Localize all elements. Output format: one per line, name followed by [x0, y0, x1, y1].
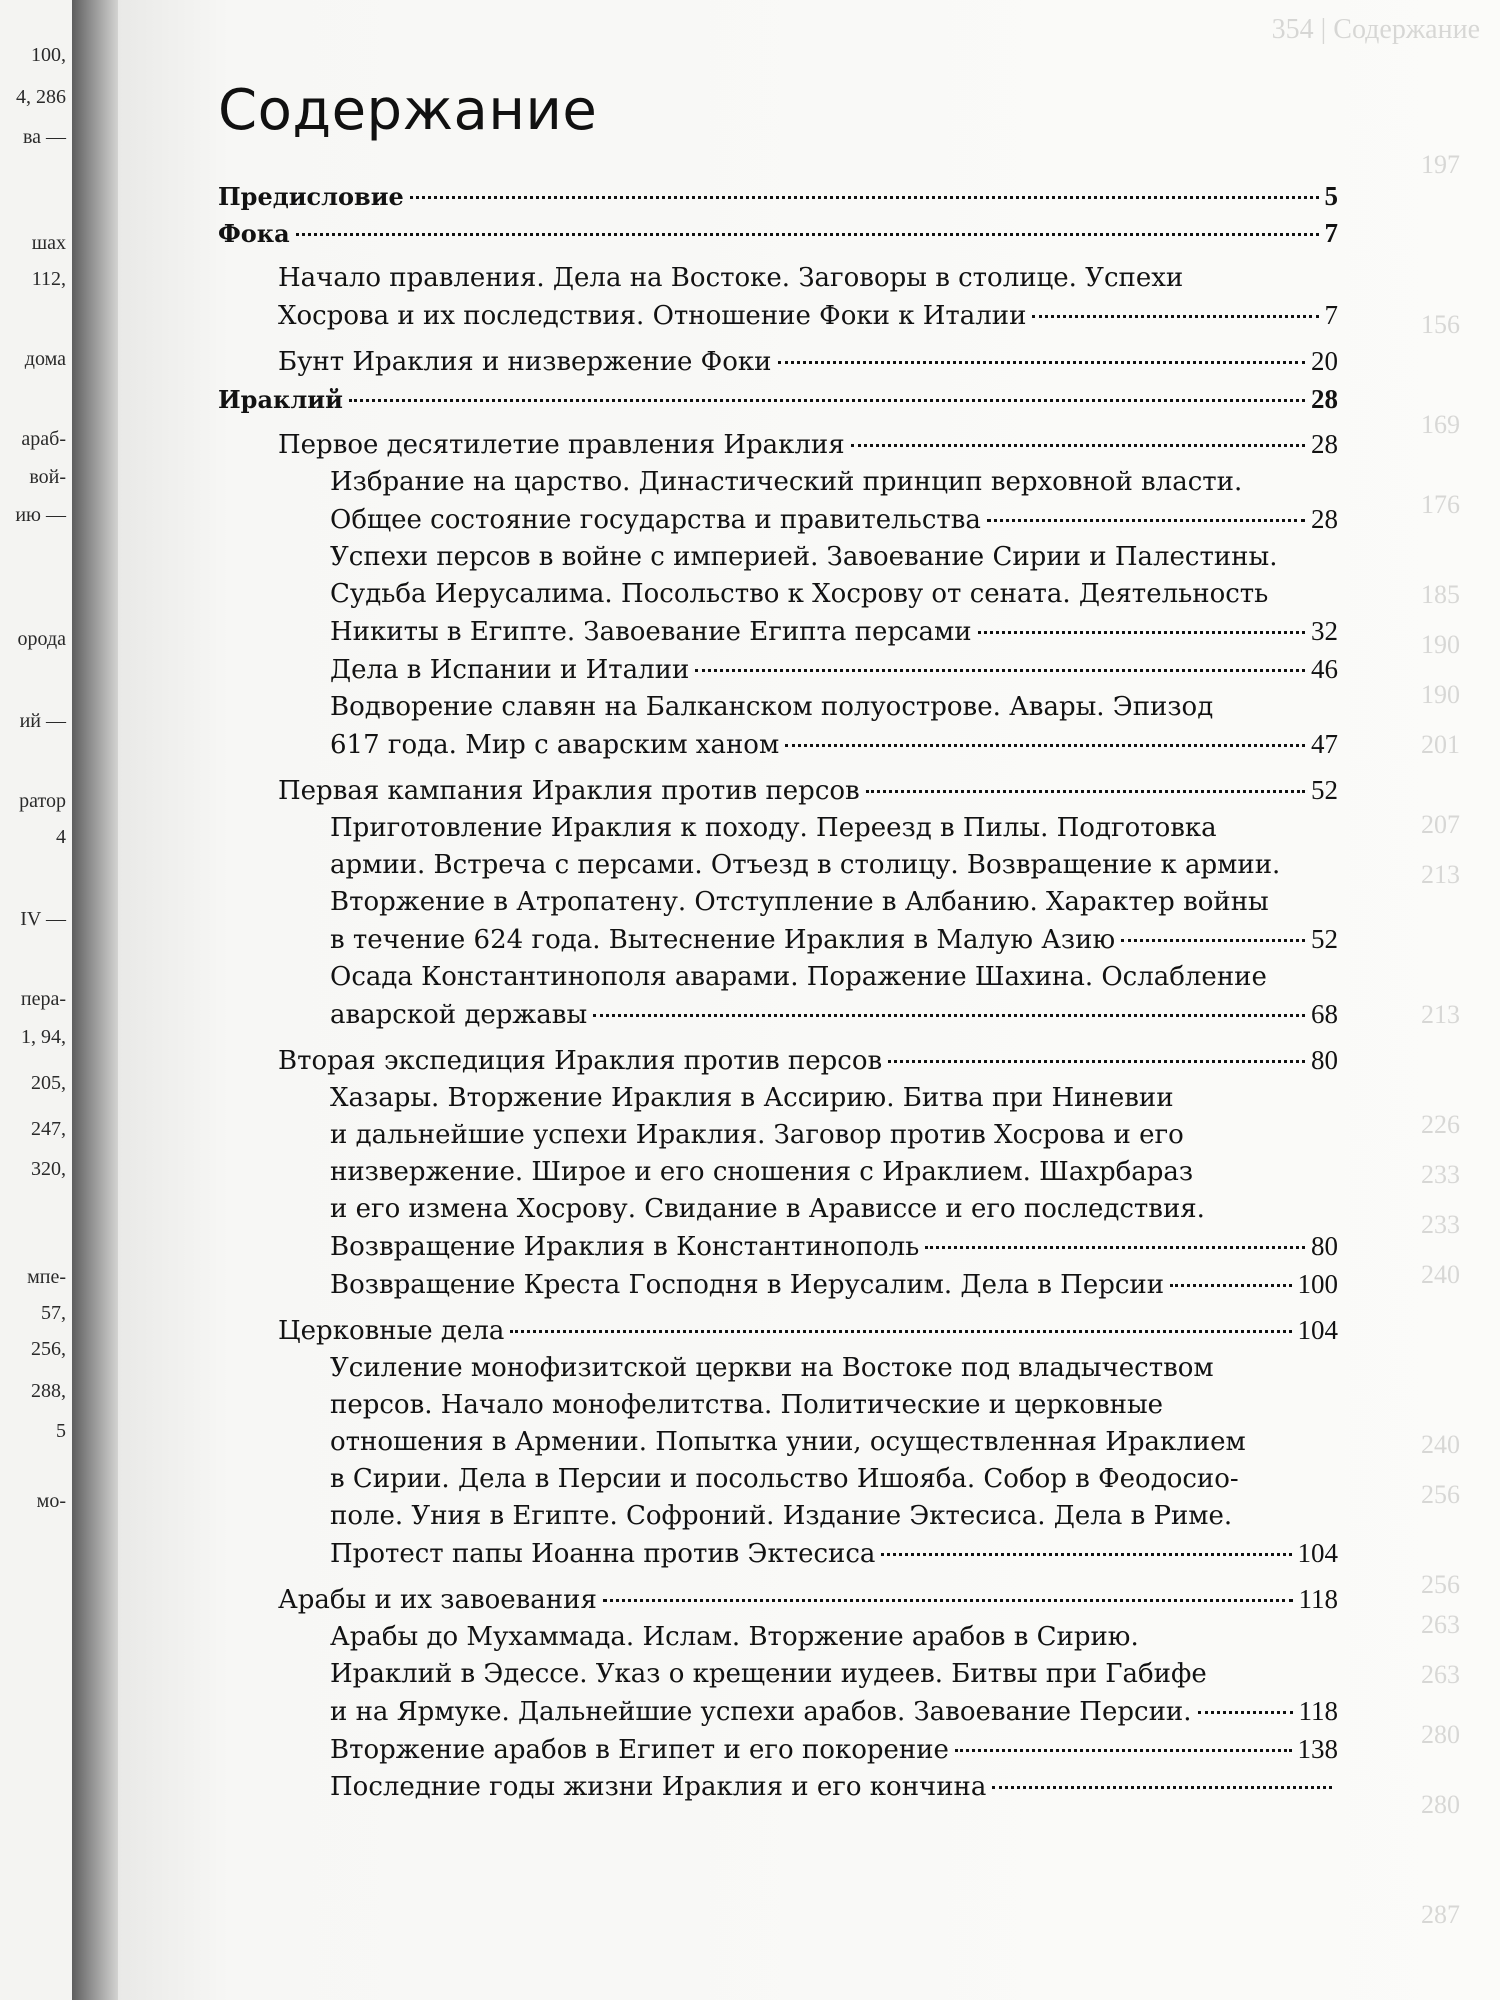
toc-entry-line: и дальнейшие успехи Ираклия. Заговор против Хосрова и его [330, 1120, 1184, 1150]
bleed-number: 213 [1421, 1000, 1460, 1029]
prev-page-fragment: араб- [21, 428, 66, 450]
toc-entry[interactable] [218, 1312, 1338, 1350]
toc-page-number: 5 [1324, 181, 1338, 211]
prev-page-fragment: 5 [56, 1420, 66, 1442]
toc-page-number: 138 [1297, 1734, 1338, 1764]
toc-entry-line: Судьба Иерусалима. Посольство к Хосрову от сената. Деятельность [330, 579, 1269, 609]
toc-entry-title: Вторая экспедиция Ираклия против персов [278, 1046, 883, 1076]
toc-entry-title: Вторжение арабов в Египет и его покорение [330, 1735, 949, 1765]
toc-page-number: 28 [1311, 384, 1338, 414]
dot-leader [593, 1014, 1305, 1017]
toc-entry[interactable] [218, 613, 1338, 651]
prev-page-fragment: 320, [31, 1158, 66, 1180]
prev-page-fragment: ва — [22, 126, 66, 148]
toc-page-number: 104 [1297, 1315, 1338, 1345]
toc-entry-line: армии. Встреча с персами. Отъезд в столицу. Возвращение к армии. [330, 850, 1281, 880]
toc-entry-title: Фока [218, 219, 290, 248]
prev-page-fragment: дома [24, 348, 66, 370]
toc-page-number: 118 [1298, 1584, 1338, 1614]
toc-entry-title: Последние годы жизни Ираклия и его кончина [330, 1772, 987, 1802]
toc-entry-line: отношения в Армении. Попытка унии, осуществленная Ираклием [330, 1427, 1246, 1457]
toc-entry-title: Бунт Ираклия и низвержение Фоки [278, 347, 772, 377]
bleed-number: 190 [1421, 680, 1460, 709]
toc-entry[interactable] [218, 501, 1338, 539]
dot-leader [866, 790, 1305, 793]
toc-entry-title: Церковные дела [278, 1316, 505, 1346]
bleed-number: 213 [1421, 860, 1460, 889]
toc-entry-title: Первая кампания Ираклия против персов [278, 776, 860, 806]
toc-entry[interactable] [218, 772, 1338, 810]
toc-page-number: 7 [1324, 300, 1338, 330]
page-title: Содержание [218, 78, 598, 143]
dot-leader [881, 1553, 1291, 1556]
prev-page-fragment: 4 [56, 826, 66, 848]
toc-entry[interactable] [218, 343, 1338, 381]
toc-entry[interactable] [218, 921, 1338, 959]
toc-page-number: 52 [1311, 775, 1338, 805]
prev-page-fragment: ию — [15, 504, 66, 526]
toc-entry-line: в Сирии. Дела в Персии и посольство Ишояба. Собор в Феодосио- [330, 1464, 1239, 1494]
dot-leader [978, 631, 1305, 634]
bleed-number: 176 [1421, 490, 1460, 519]
table-of-contents [218, 178, 1338, 1806]
toc-page-number: 46 [1311, 654, 1338, 684]
dot-leader [1121, 939, 1305, 942]
toc-page-number: 32 [1311, 616, 1338, 646]
toc-entry-line: поле. Уния в Египте. Софроний. Издание Эктесиса. Дела в Риме. [330, 1501, 1233, 1531]
bleed-number: 287 [1421, 1900, 1460, 1929]
dot-leader [603, 1599, 1293, 1602]
toc-entry-line: Водворение славян на Балканском полуострове. Авары. Эпизод [330, 692, 1214, 722]
prev-page-fragment: 288, [31, 1380, 66, 1402]
toc-entry[interactable] [218, 1693, 1338, 1731]
prev-page-fragment: пера- [20, 988, 66, 1010]
dot-leader [992, 1786, 1332, 1789]
dot-leader [296, 233, 1319, 236]
dot-leader [1170, 1284, 1291, 1287]
toc-entry[interactable] [218, 178, 1338, 215]
prev-page-fragment: орода [17, 628, 66, 650]
toc-entry[interactable] [218, 426, 1338, 464]
toc-page-number: 118 [1298, 1696, 1338, 1726]
toc-entry[interactable] [218, 726, 1338, 764]
bleed-number: 233 [1421, 1160, 1460, 1189]
toc-page-number: 28 [1311, 504, 1338, 534]
toc-entry-title: аварской державы [330, 1000, 588, 1030]
toc-entry-line: Приготовление Ираклия к походу. Переезд в Пилы. Подготовка [330, 813, 1217, 843]
toc-entry-line: Усиление монофизитской церкви на Востоке под владычеством [330, 1353, 1214, 1383]
toc-entry-title: Протест папы Иоанна против Эктесиса [330, 1539, 876, 1569]
toc-page-number: 7 [1324, 218, 1338, 248]
toc-entry-line: персов. Начало монофелитства. Политические и церковные [330, 1390, 1164, 1420]
prev-page-fragment: 1, 94, [21, 1026, 66, 1048]
dot-leader [1032, 315, 1318, 318]
toc-entry-title: в течение 624 года. Вытеснение Ираклия в Малую Азию [330, 925, 1116, 955]
prev-page-fragment: 112, [31, 268, 66, 290]
dot-leader [955, 1749, 1292, 1752]
prev-page-fragment: 205, [31, 1072, 66, 1094]
toc-entry-title: Ираклий [218, 385, 343, 414]
bleed-number: 280 [1421, 1720, 1460, 1749]
prev-page-fragment: ратор [19, 790, 66, 812]
dot-leader [888, 1060, 1305, 1063]
prev-page-fragment: мпе- [27, 1266, 66, 1288]
dot-leader [987, 519, 1305, 522]
bleed-number: 197 [1421, 150, 1460, 179]
toc-entry-title: Дела в Испании и Италии [330, 655, 690, 685]
toc-entry[interactable] [218, 996, 1338, 1034]
prev-page-fragment: 256, [31, 1338, 66, 1360]
dot-leader [778, 361, 1306, 364]
prev-page-fragment: ий — [19, 710, 66, 732]
bleed-number: 207 [1421, 810, 1460, 839]
toc-entry[interactable] [218, 1731, 1338, 1769]
dot-leader [925, 1246, 1305, 1249]
bleed-number: 240 [1421, 1430, 1460, 1459]
bleed-number: 240 [1421, 1260, 1460, 1289]
toc-entry-title: Хосрова и их последствия. Отношение Фоки к Италии [278, 301, 1027, 331]
bleed-number: 185 [1421, 580, 1460, 609]
toc-entry-title: Предисловие [218, 182, 404, 211]
dot-leader [410, 196, 1319, 199]
toc-page-number: 52 [1311, 924, 1338, 954]
bleed-number: 233 [1421, 1210, 1460, 1239]
bleed-number: 256 [1421, 1570, 1460, 1599]
toc-page-number: 28 [1311, 429, 1338, 459]
toc-entry[interactable] [218, 1535, 1338, 1573]
bleed-number: 190 [1421, 630, 1460, 659]
toc-entry-line: Успехи персов в войне с империей. Завоевание Сирии и Палестины. [330, 542, 1278, 572]
toc-page-number: 80 [1311, 1045, 1338, 1075]
dot-leader [695, 669, 1305, 672]
bleed-number: 169 [1421, 410, 1460, 439]
toc-entry-title: Первое десятилетие правления Ираклия [278, 430, 845, 460]
prev-page-fragment: 247, [31, 1118, 66, 1140]
toc-entry-line: и его измена Хосрову. Свидание в Арависсе и его последствия. [330, 1194, 1205, 1224]
toc-entry-title: Возвращение Ираклия в Константинополь [330, 1232, 920, 1262]
toc-entry[interactable] [218, 297, 1338, 335]
dot-leader [510, 1330, 1291, 1333]
previous-page-strip [0, 0, 72, 2000]
bleed-number: 156 [1421, 310, 1460, 339]
toc-page-number: 47 [1311, 729, 1338, 759]
toc-entry-line: Избрание на царство. Династический принцип верховной власти. [330, 467, 1243, 497]
prev-page-fragment: 100, [31, 44, 66, 66]
toc-entry[interactable] [218, 381, 1338, 418]
toc-entry[interactable] [218, 1266, 1338, 1304]
toc-page-number: 100 [1297, 1269, 1338, 1299]
prev-page-fragment: мо- [36, 1490, 66, 1512]
toc-entry[interactable] [218, 1228, 1338, 1266]
dot-leader [349, 399, 1305, 402]
toc-page-number: 104 [1297, 1538, 1338, 1568]
toc-entry-title: Общее состояние государства и правительства [330, 505, 981, 535]
toc-entry-title: 617 года. Мир с аварским ханом [330, 730, 780, 760]
toc-entry-title: Арабы и их завоевания [278, 1585, 597, 1615]
toc-entry-title: Никиты в Египте. Завоевание Египта персами [330, 617, 972, 647]
book-gutter [72, 0, 120, 2000]
toc-entry[interactable] [218, 1042, 1338, 1080]
toc-entry-line: Вторжение в Атропатену. Отступление в Албанию. Характер войны [330, 887, 1269, 917]
dot-leader [851, 444, 1305, 447]
toc-entry-line: Ираклий в Эдессе. Указ о крещении иудеев. Битвы при Габифе [330, 1659, 1207, 1689]
dot-leader [1198, 1711, 1293, 1714]
toc-page-number: 80 [1311, 1231, 1338, 1261]
bleed-number: 280 [1421, 1790, 1460, 1819]
toc-entry-line: Арабы до Мухаммада. Ислам. Вторжение арабов в Сирию. [330, 1622, 1139, 1652]
toc-entry-line: Начало правления. Дела на Востоке. Заговоры в столице. Успехи [278, 263, 1184, 293]
toc-entry-title: Возвращение Креста Господня в Иерусалим. Дела в Персии [330, 1270, 1165, 1300]
toc-entry[interactable] [218, 1769, 1338, 1806]
bleed-number: 256 [1421, 1480, 1460, 1509]
prev-page-fragment: шах [31, 232, 66, 254]
toc-page-number: 68 [1311, 999, 1338, 1029]
toc-entry-title: и на Ярмуке. Дальнейшие успехи арабов. Завоевание Персии. [330, 1697, 1192, 1727]
toc-page-number: 20 [1311, 346, 1338, 376]
toc-entry[interactable] [218, 215, 1338, 252]
toc-entry-line: низвержение. Широе и его сношения с Ираклием. Шахрбараз [330, 1157, 1194, 1187]
toc-entry[interactable] [218, 1581, 1338, 1619]
bleed-number: 201 [1421, 730, 1460, 759]
prev-page-fragment: 57, [41, 1302, 66, 1324]
prev-page-fragment: вой- [29, 466, 66, 488]
dot-leader [785, 744, 1305, 747]
bleed-header: 354 | Содержание [1271, 14, 1480, 45]
bleed-number: 263 [1421, 1660, 1460, 1689]
bleed-number: 226 [1421, 1110, 1460, 1139]
toc-entry[interactable] [218, 651, 1338, 689]
toc-entry-line: Хазары. Вторжение Ираклия в Ассирию. Битва при Ниневии [330, 1083, 1174, 1113]
toc-entry-line: Осада Константинополя аварами. Поражение Шахина. Ослабление [330, 962, 1267, 992]
bleed-number: 263 [1421, 1610, 1460, 1639]
prev-page-fragment: 4, 286 [16, 86, 66, 108]
prev-page-fragment: IV — [20, 908, 66, 930]
